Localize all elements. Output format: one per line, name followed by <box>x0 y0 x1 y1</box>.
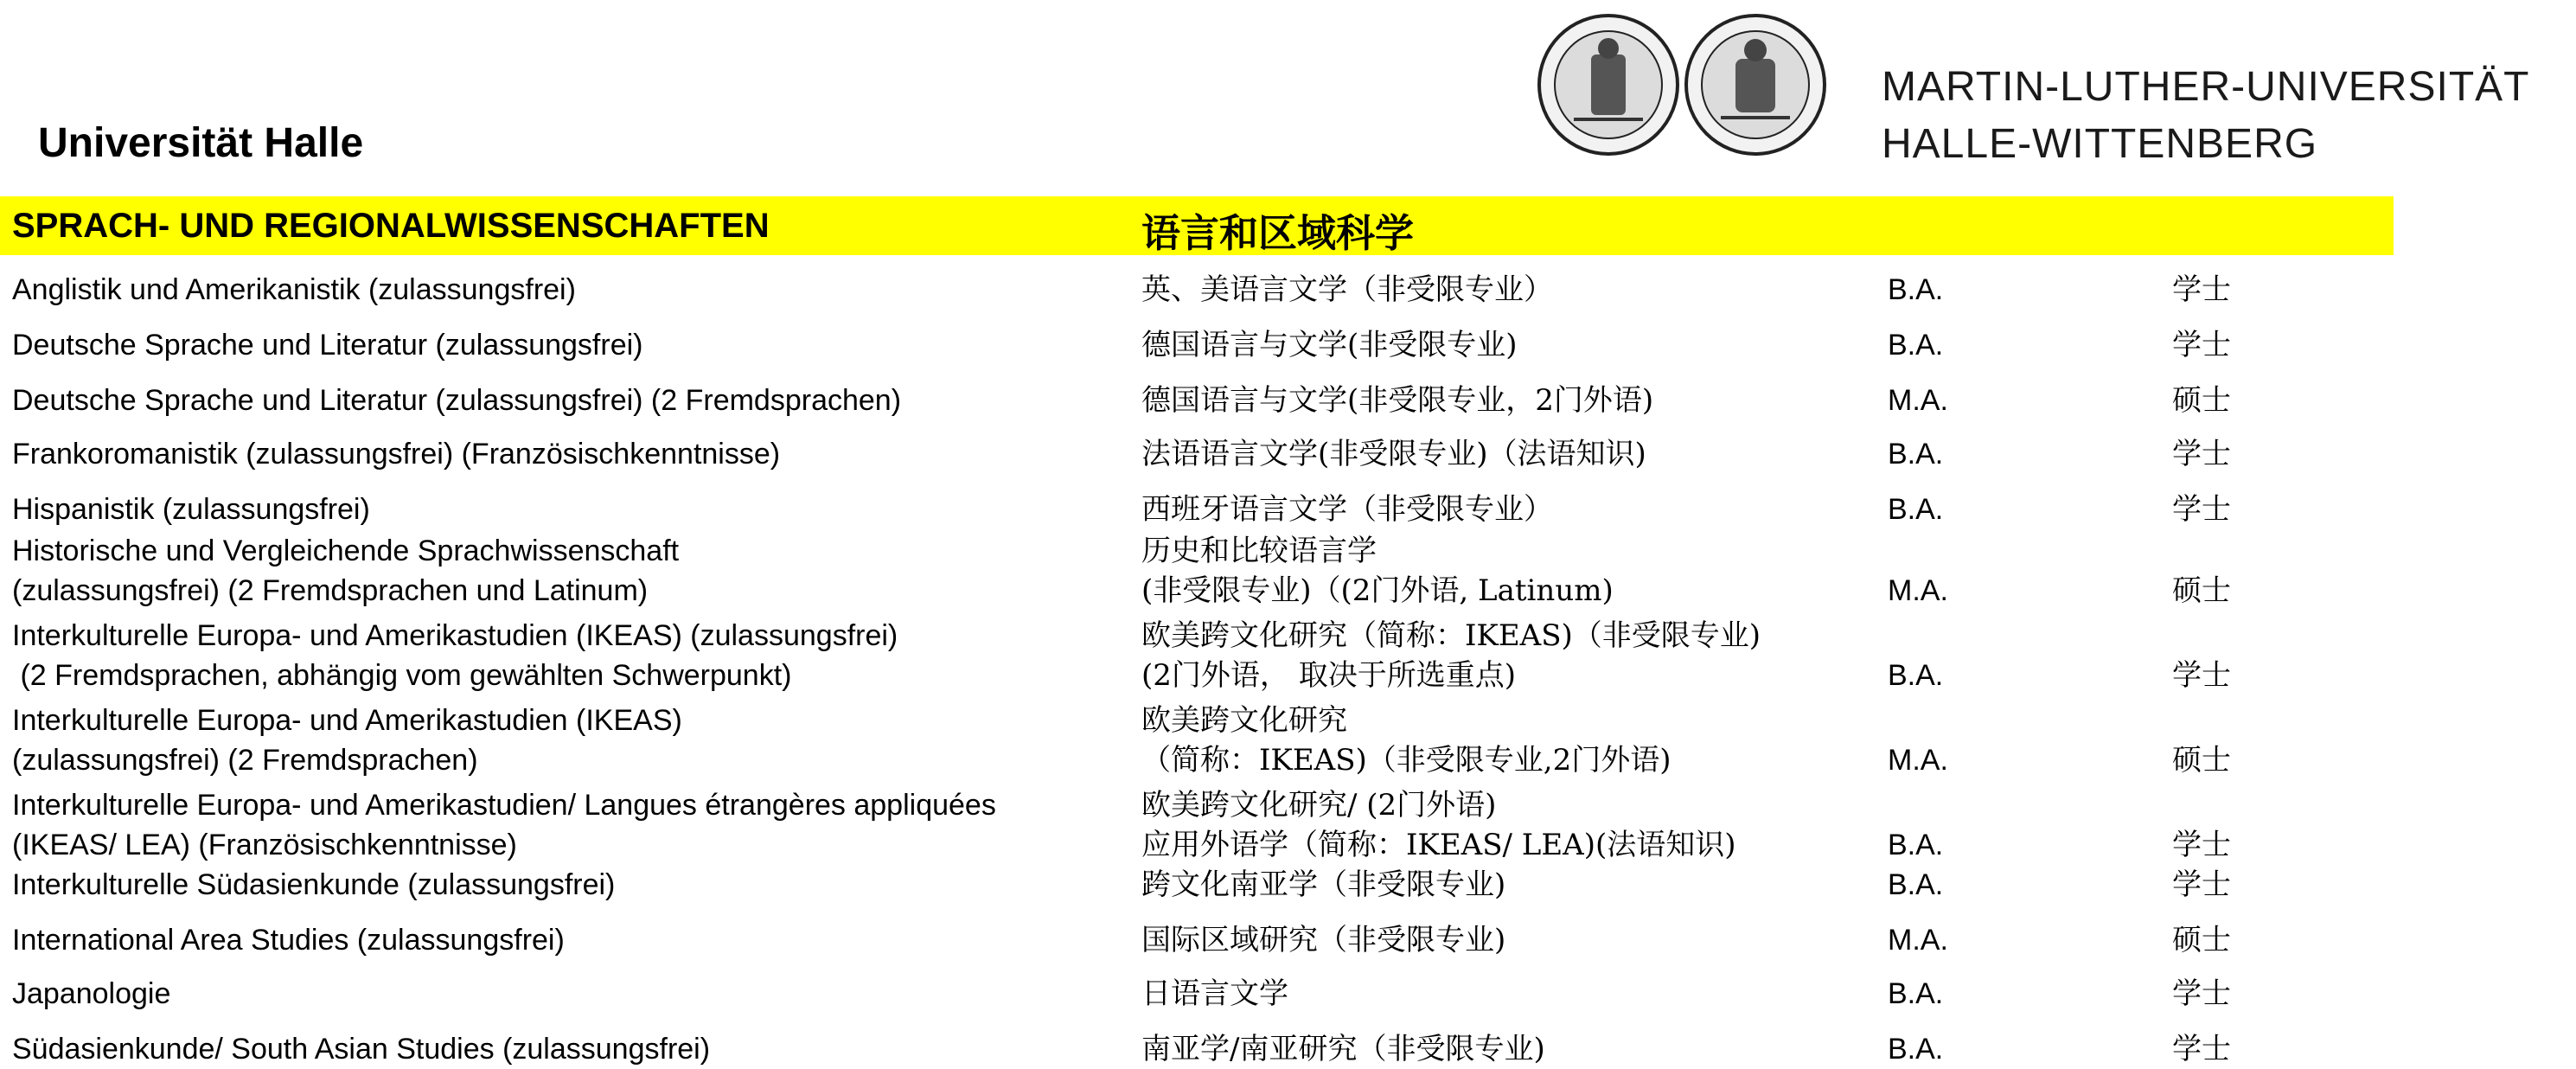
section-title-de: SPRACH- UND REGIONALWISSENSCHAFTEN <box>12 207 770 245</box>
section-title-cn: 语言和区域科学 <box>1141 210 1415 256</box>
program-name-cn: 德国语言与文学(非受限专业) <box>1141 328 1518 362</box>
section-header-band <box>0 196 2394 255</box>
degree-cn: 学士 <box>2172 658 2231 693</box>
degree-cn: 硕士 <box>2172 923 2231 957</box>
degree: B.A. <box>1888 868 1944 901</box>
program-name-de: Interkulturelle Europa- und Amerikastudien/ Langues étrangères appliquées (IKEAS/ LEA) (Französischkenntnisse) <box>12 789 996 861</box>
program-name-cn: 国际区域研究（非受限专业) <box>1141 923 1506 957</box>
program-name-cn: 西班牙语言文学（非受限专业） <box>1141 492 1553 527</box>
degree-cn: 学士 <box>2172 272 2231 307</box>
degree: B.A. <box>1888 493 1944 526</box>
program-name-cn: 历史和比较语言学 (非受限专业)（(2门外语, Latinum) <box>1141 534 1614 608</box>
program-name-cn: 法语语言文学(非受限专业)（法语知识) <box>1141 437 1646 471</box>
program-name-de: Interkulturelle Europa- und Amerikastudien (IKEAS) (zulassungsfrei) (2 Fremdsprachen, abhängig vom gewählten Schwerpunkt) <box>12 619 898 692</box>
degree-cn: 学士 <box>2172 1032 2231 1066</box>
degree: M.A. <box>1888 924 1948 957</box>
degree-cn: 学士 <box>2172 828 2231 862</box>
program-name-de: Südasienkunde/ South Asian Studies (zulassungsfrei) <box>12 1033 711 1066</box>
degree-cn: 学士 <box>2172 492 2231 527</box>
seal-left-icon <box>1539 16 1678 154</box>
university-brand-name <box>1882 59 2529 173</box>
program-name-cn: 德国语言与文学(非受限专业，2门外语) <box>1141 383 1654 418</box>
program-name-de: Hispanistik (zulassungsfrei) <box>12 493 370 526</box>
seal-right-icon <box>1686 16 1825 154</box>
program-name-cn: 跨文化南亚学（非受限专业) <box>1141 867 1506 902</box>
degree-cn: 硕士 <box>2172 573 2231 608</box>
program-name-de: Deutsche Sprache und Literatur (zulassungsfrei) (2 Fremdsprachen) <box>12 384 902 417</box>
program-name-de: Anglistik und Amerikanistik (zulassungsfrei) <box>12 273 576 306</box>
brand-line-1: MARTIN-LUTHER-UNIVERSITÄT <box>1882 64 2530 110</box>
program-name-cn: 日语言文学 <box>1141 976 1288 1011</box>
program-name-cn: 英、美语言文学（非受限专业） <box>1141 272 1553 307</box>
degree-cn: 硕士 <box>2172 383 2231 418</box>
program-name-cn: 欧美跨文化研究 （简称：IKEAS)（非受限专业,2门外语) <box>1141 703 1672 778</box>
degree: M.A. <box>1888 384 1948 417</box>
program-name-de: Japanologie <box>12 977 171 1010</box>
degree: B.A. <box>1888 273 1944 306</box>
program-name-cn: 欧美跨文化研究（简称：IKEAS)（非受限专业) (2门外语， 取决于所选重点) <box>1141 618 1761 693</box>
program-name-de: Historische und Vergleichende Sprachwissenschaft (zulassungsfrei) (2 Fremdsprachen und Latinum) <box>12 534 680 607</box>
program-name-cn: 欧美跨文化研究/ (2门外语) 应用外语学（简称：IKEAS/ LEA)(法语知识) <box>1141 788 1736 862</box>
degree: M.A. <box>1888 744 1948 777</box>
degree: B.A. <box>1888 829 1944 861</box>
degree: B.A. <box>1888 438 1944 470</box>
degree: B.A. <box>1888 977 1944 1010</box>
program-name-de: Interkulturelle Europa- und Amerikastudien (IKEAS) (zulassungsfrei) (2 Fremdsprachen) <box>12 704 682 777</box>
program-name-de: Deutsche Sprache und Literatur (zulassungsfrei) <box>12 329 643 362</box>
program-name-de: Interkulturelle Südasienkunde (zulassungsfrei) <box>12 868 616 901</box>
program-name-cn: 南亚学/南亚研究（非受限专业) <box>1141 1032 1545 1066</box>
degree: M.A. <box>1888 574 1948 607</box>
degree-cn: 学士 <box>2172 976 2231 1011</box>
university-seal-logo <box>1535 7 1829 163</box>
brand-line-2: HALLE-WITTENBERG <box>1882 121 2318 167</box>
degree-cn: 学士 <box>2172 437 2231 471</box>
degree: B.A. <box>1888 329 1944 362</box>
degree: B.A. <box>1888 659 1944 692</box>
university-title: Universität Halle <box>38 120 364 166</box>
degree-cn: 学士 <box>2172 328 2231 362</box>
degree-cn: 学士 <box>2172 867 2231 902</box>
program-name-de: Frankoromanistik (zulassungsfrei) (Französischkenntnisse) <box>12 438 781 470</box>
program-name-de: International Area Studies (zulassungsfrei) <box>12 924 565 957</box>
degree: B.A. <box>1888 1033 1944 1066</box>
degree-cn: 硕士 <box>2172 743 2231 778</box>
